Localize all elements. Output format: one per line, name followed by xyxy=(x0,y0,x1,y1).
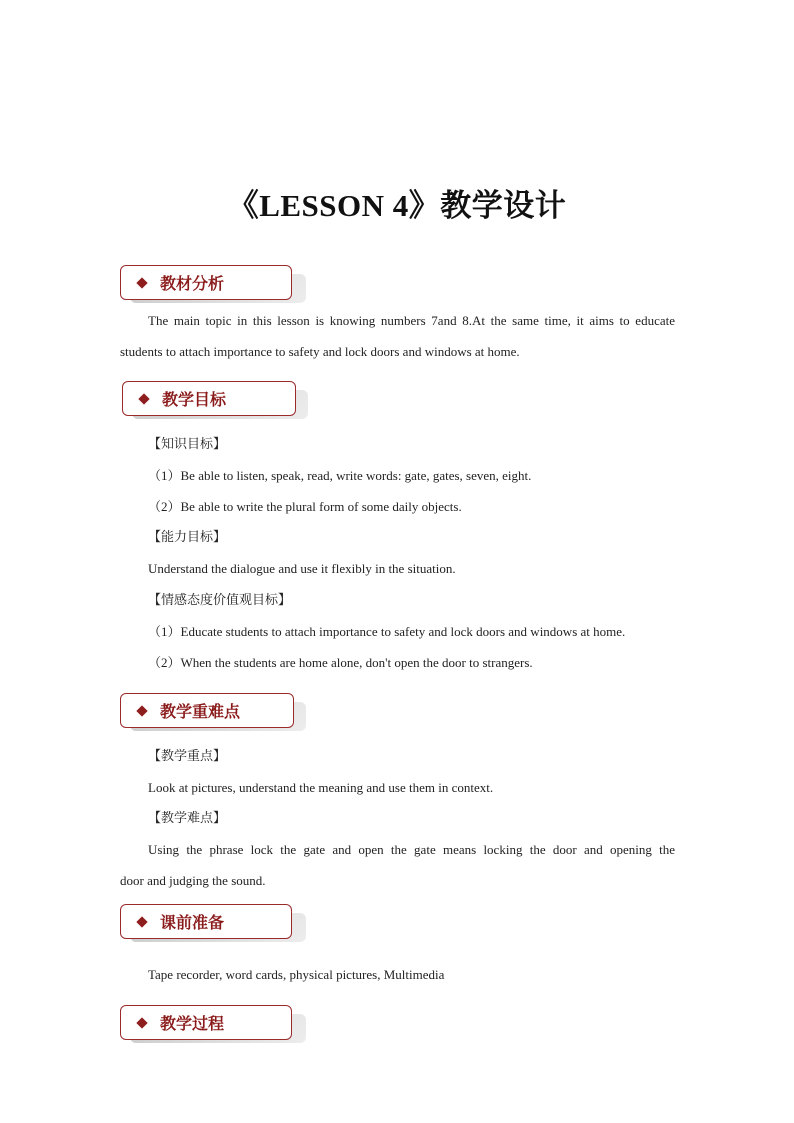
section-label: 教学目标 xyxy=(162,390,227,409)
section-label: 教学过程 xyxy=(160,1014,225,1033)
section-header-materials-analysis xyxy=(120,265,306,305)
difficult-points-heading: 【教学难点】 xyxy=(148,811,227,826)
page-title: 《LESSON 4》教学设计 xyxy=(227,188,567,223)
emotion-objectives-heading: 【情感态度价值观目标】 xyxy=(148,593,292,608)
emotion-objective-2: （2）When the students are home alone, don't open the door to strangers. xyxy=(148,655,533,670)
section-header-pre-class-preparation xyxy=(120,904,306,944)
section-header-key-difficult-points xyxy=(120,693,306,733)
diamond-bullet-icon xyxy=(138,393,149,404)
emotion-objective-1: （1）Educate students to attach importance to safety and lock doors and windows at home. xyxy=(148,624,626,639)
section-header-teaching-process xyxy=(120,1005,306,1045)
knowledge-objectives-heading: 【知识目标】 xyxy=(148,437,227,452)
diamond-bullet-icon xyxy=(136,705,147,716)
difficult-point-line-2: door and judging the sound. xyxy=(120,873,266,888)
section-header-teaching-objectives xyxy=(122,381,308,421)
section-label: 课前准备 xyxy=(160,913,225,932)
key-points-heading: 【教学重点】 xyxy=(148,749,227,764)
diamond-bullet-icon xyxy=(136,277,147,288)
preparation-line-1: Tape recorder, word cards, physical pictures, Multimedia xyxy=(148,967,445,982)
knowledge-objective-2: （2）Be able to write the plural form of some daily objects. xyxy=(148,499,462,514)
difficult-point-line-1: Using the phrase lock the gate and open the gate means locking the door and opening the xyxy=(148,842,675,857)
diamond-bullet-icon xyxy=(136,916,147,927)
ability-objective-1: Understand the dialogue and use it flexibly in the situation. xyxy=(148,561,456,576)
analysis-line-2: students to attach importance to safety and lock doors and windows at home. xyxy=(120,344,520,359)
key-point-1: Look at pictures, understand the meaning and use them in context. xyxy=(148,780,494,795)
section-label: 教材分析 xyxy=(160,274,225,293)
section-label: 教学重难点 xyxy=(160,702,241,721)
analysis-line-1: The main topic in this lesson is knowing numbers 7and 8.At the same time, it aims to educate xyxy=(148,313,675,328)
knowledge-objective-1: （1）Be able to listen, speak, read, write words: gate, gates, seven, eight. xyxy=(148,468,532,483)
ability-objectives-heading: 【能力目标】 xyxy=(148,530,227,545)
diamond-bullet-icon xyxy=(136,1017,147,1028)
